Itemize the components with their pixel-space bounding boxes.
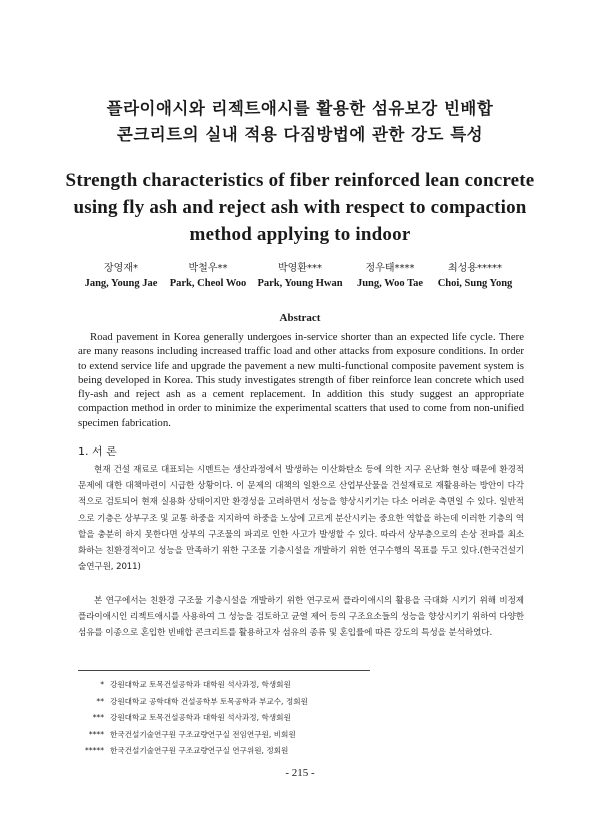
footnote-mark: *** xyxy=(92,713,104,723)
page-number: - 215 - xyxy=(285,767,315,779)
footnote-mark: ***** xyxy=(85,746,104,756)
author-name-english: Park, Young Hwan xyxy=(257,278,343,289)
author-name-korean: 장영재* xyxy=(104,263,138,274)
author-name-korean: 최성용***** xyxy=(448,263,502,274)
footnote xyxy=(78,694,524,711)
english-title-line-2: using fly ash and reject ash with respect to compaction xyxy=(73,197,527,218)
footnote xyxy=(78,710,524,727)
footnote-text: 강원대학교 토목건설공학과 대학원 석사과정, 학생회원 xyxy=(110,713,291,723)
section-heading: 1. 서 론 xyxy=(78,445,117,458)
author-list xyxy=(78,261,518,297)
author-name-korean: 박영환*** xyxy=(278,263,322,274)
author xyxy=(164,261,252,291)
footnote-mark: * xyxy=(100,680,104,689)
author-name-korean: 정우태**** xyxy=(365,263,415,274)
footnote-mark: **** xyxy=(88,729,104,739)
footnote-list xyxy=(78,677,524,760)
body-paragraph-1: 현재 건설 재료로 대표되는 시멘트는 생산과정에서 발생하는 이산화탄소 등에 의한 지구 온난화 현상 때문에 환경적 문제에 대한 대책마련이 시급한 상황이다. 이 문제의 대책의 일환으로 산업부산물을 건설재료로 재활용하는 방안이 다각적으로 검토되어 현재 실용화 상태이지만 환경성을 고려하면서 성능을 향상시키기는 다소 어려운 측면일 수 있다. 일반적으로 기층은 상부구조 및 교통 하중을 지지하여 하중을 노상에 고르게 분산시키는 중요한 역할을 하는데 이러한 기층의 역할을 충분히 하지 못한다면 상부의 구조물의 파괴로 인한 사고가 발생할 수 있다. 따라서 상부층으로의 손상 전파를 최소화하는 친환경적이고 성능을 만족하기 위한 구조물 기층시설을 개발하기 위한 연구수행의 목표를 두고 있다.(한국건설기술연구원, 2011) xyxy=(78,465,524,573)
footnote-mark: ** xyxy=(96,696,104,706)
author-name-english: Jang, Young Jae xyxy=(84,278,158,289)
footnote-text: 강원대학교 공학대학 건설공학부 토목공학과 부교수, 정회원 xyxy=(110,696,308,706)
author-name-english: Choi, Sung Yong xyxy=(437,278,513,289)
author xyxy=(348,261,432,291)
footnote-text: 한국건설기술연구원 구조교량연구실 전임연구원, 비회원 xyxy=(110,729,296,739)
author xyxy=(78,261,164,291)
author-name-english: Park, Cheol Woo xyxy=(169,278,247,289)
english-title-line-3: method applying to indoor xyxy=(189,224,411,245)
author xyxy=(432,261,518,291)
footnote-text: 강원대학교 토목건설공학과 대학원 석사과정, 학생회원 xyxy=(110,680,291,689)
korean-title-line-1: 플라이애시와 리젝트애시를 활용한 섬유보강 빈배합 xyxy=(106,99,494,118)
footnote-divider xyxy=(78,670,370,671)
author-name-korean: 박철우** xyxy=(188,263,228,274)
english-title-line-1: Strength characteristics of fiber reinforced lean concrete xyxy=(65,170,535,191)
footnote xyxy=(78,743,524,760)
footnote-text: 한국건설기술연구원 구조교량연구실 연구위원, 정회원 xyxy=(110,746,289,756)
abstract-heading: Abstract xyxy=(279,312,321,324)
korean-title-line-2: 콘크리트의 실내 적용 다짐방법에 관한 강도 특성 xyxy=(116,125,484,144)
author-name-english: Jung, Woo Tae xyxy=(356,278,424,289)
abstract-text: Road pavement in Korea generally undergoes in-service shorter than an expected life cycle. There are many reasons including increased traffic load and other attacks from exposure conditions. In order to extend service life and upgrade the pavement a new multi-functional composite pavement system is being developed in Korea. This study investigates strength of fiber reinforce lean concrete which used fly-ash and reject ash as a cement replacement. In addition this study suggest an appropriate compaction method in order to minimize the experimental scatters that used to come from non-unified specimen fabrication. xyxy=(78,331,524,429)
footnote xyxy=(78,727,524,744)
author xyxy=(252,261,348,291)
body-paragraph-2: 본 연구에서는 친환경 구조물 기층시설을 개발하기 위한 연구로써 플라이애시의 활용을 극대화 시키기 위해 비정제 플라이애시인 리젝트애시를 사용하여 그 성능을 검토하고 균열 제어 등의 구조요소들의 성능을 향상시키기 위하여 다양한 섬유를 이종으로 혼입한 빈배합 콘크리트를 활용하고자 섬유의 종류 및 혼입률에 따른 강도의 특성을 분석하였다. xyxy=(78,596,524,639)
footnote xyxy=(78,677,524,694)
